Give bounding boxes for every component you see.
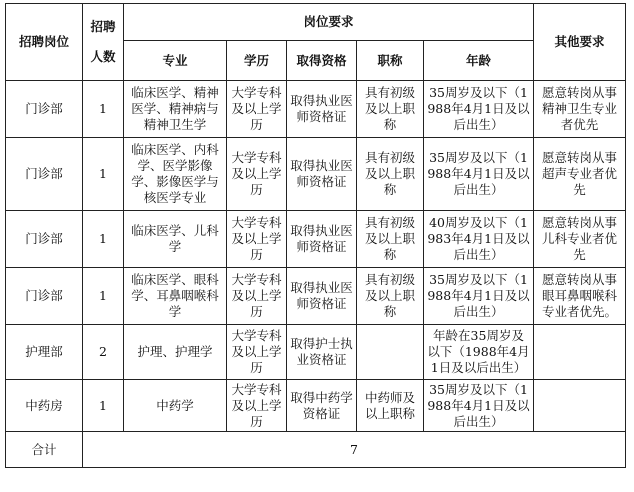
cell-other: 愿意转岗从事超声专业者优先 bbox=[534, 138, 626, 211]
cell-age: 年龄在35周岁及以下（1988年4月1日及以后出生） bbox=[424, 325, 534, 380]
cell-age: 35周岁及以下（1988年4月1日及以后出生） bbox=[424, 138, 534, 211]
cell-count: 2 bbox=[83, 325, 124, 380]
header-row-top bbox=[6, 4, 626, 41]
cell-major: 临床医学、儿科学 bbox=[124, 211, 227, 268]
cell-count: 1 bbox=[83, 211, 124, 268]
total-value: 7 bbox=[83, 432, 626, 468]
cell-position: 中药房 bbox=[6, 380, 83, 432]
header-other: 其他要求 bbox=[534, 4, 626, 81]
cell-qualification: 取得执业医师资格证 bbox=[287, 81, 357, 138]
header-age: 年龄 bbox=[424, 41, 534, 81]
cell-education: 大学专科及以上学历 bbox=[227, 138, 287, 211]
header-qualification: 取得资格 bbox=[287, 41, 357, 81]
cell-age: 35周岁及以下（1988年4月1日及以后出生） bbox=[424, 268, 534, 325]
header-title: 职称 bbox=[357, 41, 424, 81]
cell-title: 具有初级及以上职称 bbox=[357, 81, 424, 138]
header-count-line1: 招聘 bbox=[90, 19, 116, 34]
header-count bbox=[83, 4, 124, 81]
cell-title: 具有初级及以上职称 bbox=[357, 268, 424, 325]
recruitment-table bbox=[5, 3, 626, 468]
cell-title: 中药师及以上职称 bbox=[357, 380, 424, 432]
total-label: 合计 bbox=[6, 432, 83, 468]
cell-other bbox=[534, 380, 626, 432]
cell-major: 中药学 bbox=[124, 380, 227, 432]
cell-count: 1 bbox=[83, 268, 124, 325]
cell-major: 临床医学、精神医学、精神病与精神卫生学 bbox=[124, 81, 227, 138]
cell-position: 门诊部 bbox=[6, 138, 83, 211]
cell-title: 具有初级及以上职称 bbox=[357, 138, 424, 211]
cell-position: 门诊部 bbox=[6, 211, 83, 268]
recruitment-table-wrapper bbox=[5, 3, 626, 468]
cell-major: 护理、护理学 bbox=[124, 325, 227, 380]
cell-education: 大学专科及以上学历 bbox=[227, 268, 287, 325]
cell-age: 35周岁及以下（1988年4月1日及以后出生） bbox=[424, 81, 534, 138]
cell-qualification: 取得中药学资格证 bbox=[287, 380, 357, 432]
table-row bbox=[6, 138, 626, 211]
header-education: 学历 bbox=[227, 41, 287, 81]
table-row bbox=[6, 380, 626, 432]
table-row bbox=[6, 325, 626, 380]
cell-position: 门诊部 bbox=[6, 81, 83, 138]
cell-education: 大学专科及以上学历 bbox=[227, 81, 287, 138]
cell-title bbox=[357, 325, 424, 380]
total-row bbox=[6, 432, 626, 468]
cell-major: 临床医学、内科学、医学影像学、影像医学与核医学专业 bbox=[124, 138, 227, 211]
cell-education: 大学专科及以上学历 bbox=[227, 325, 287, 380]
cell-qualification: 取得执业医师资格证 bbox=[287, 138, 357, 211]
cell-qualification: 取得执业医师资格证 bbox=[287, 211, 357, 268]
header-count-line2: 人数 bbox=[90, 49, 116, 64]
cell-major: 临床医学、眼科学、耳鼻咽喉科学 bbox=[124, 268, 227, 325]
cell-title: 具有初级及以上职称 bbox=[357, 211, 424, 268]
table-row bbox=[6, 211, 626, 268]
cell-qualification: 取得执业医师资格证 bbox=[287, 268, 357, 325]
cell-position: 门诊部 bbox=[6, 268, 83, 325]
cell-education: 大学专科及以上学历 bbox=[227, 211, 287, 268]
header-major: 专业 bbox=[124, 41, 227, 81]
cell-other: 愿意转岗从事儿科专业者优先 bbox=[534, 211, 626, 268]
cell-age: 40周岁及以下（1983年4月1日及以后出生） bbox=[424, 211, 534, 268]
cell-position: 护理部 bbox=[6, 325, 83, 380]
cell-other: 愿意转岗从事眼耳鼻咽喉科专业者优先。 bbox=[534, 268, 626, 325]
cell-qualification: 取得护士执业资格证 bbox=[287, 325, 357, 380]
header-position: 招聘岗位 bbox=[6, 4, 83, 81]
table-row bbox=[6, 268, 626, 325]
table-row bbox=[6, 81, 626, 138]
cell-other: 愿意转岗从事精神卫生专业者优先 bbox=[534, 81, 626, 138]
cell-education: 大学专科及以上学历 bbox=[227, 380, 287, 432]
cell-count: 1 bbox=[83, 138, 124, 211]
cell-count: 1 bbox=[83, 81, 124, 138]
cell-count: 1 bbox=[83, 380, 124, 432]
header-requirements-group: 岗位要求 bbox=[124, 4, 534, 41]
cell-other bbox=[534, 325, 626, 380]
cell-age: 35周岁及以下（1988年4月1日及以后出生） bbox=[424, 380, 534, 432]
